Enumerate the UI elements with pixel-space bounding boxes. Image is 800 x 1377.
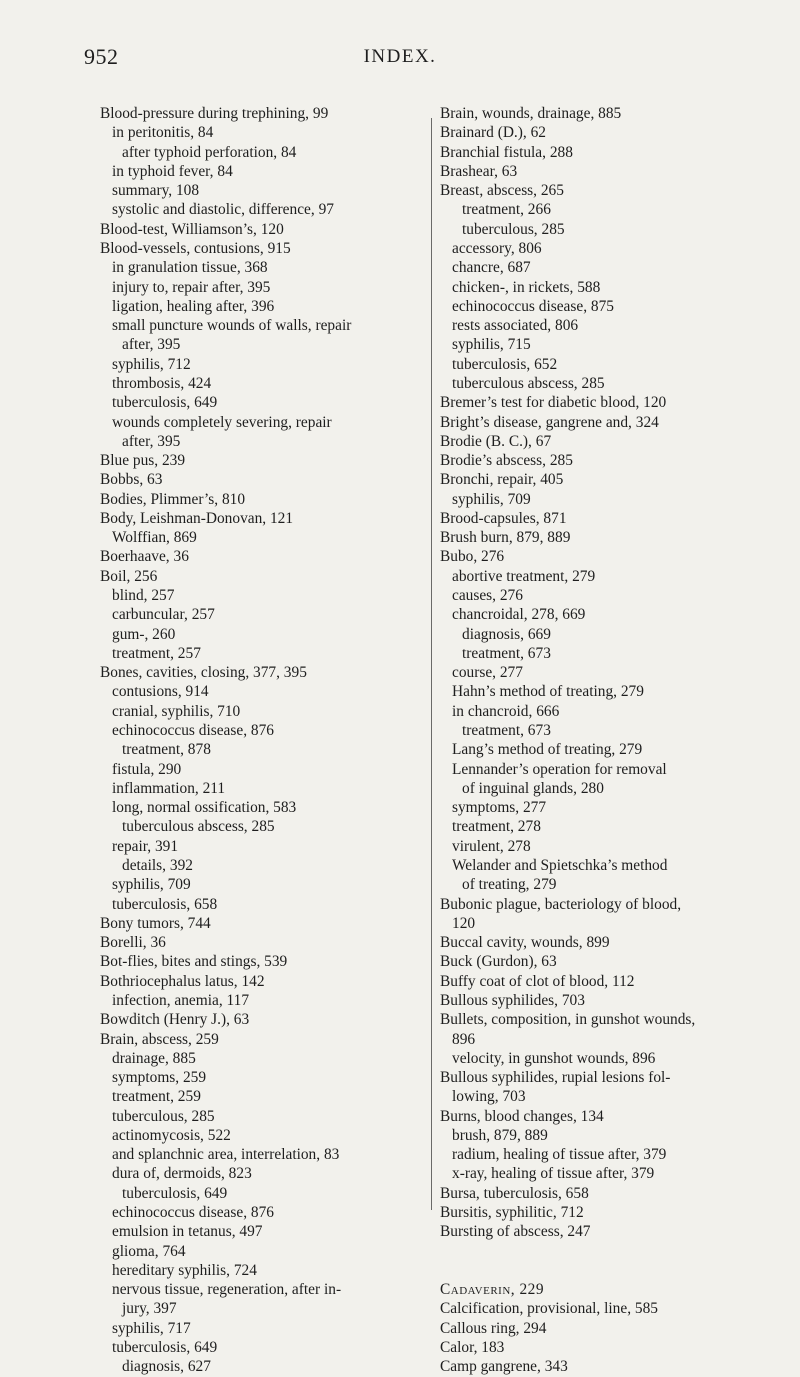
index-subentry: echinococcus disease, 876 bbox=[112, 1204, 274, 1222]
index-subentry: diagnosis, 669 bbox=[462, 625, 551, 643]
index-subentry: lowing, 703 bbox=[452, 1088, 526, 1106]
index-column-left bbox=[100, 104, 428, 1377]
index-entry: Camp gangrene, 343 bbox=[440, 1358, 568, 1376]
index-subentry: long, normal ossification, 583 bbox=[112, 799, 297, 817]
index-subentry: emulsion in tetanus, 497 bbox=[112, 1223, 263, 1241]
index-subentry: jury, 397 bbox=[122, 1300, 177, 1318]
index-subentry: syphilis, 709 bbox=[112, 876, 191, 894]
index-subentry: tuberculosis, 649 bbox=[112, 394, 218, 412]
index-entry: Boil, 256 bbox=[100, 567, 158, 585]
index-entry: Body, Leishman-Donovan, 121 bbox=[100, 509, 294, 527]
index-subentry: summary, 108 bbox=[112, 182, 200, 200]
index-entry: Brain, abscess, 259 bbox=[100, 1030, 219, 1048]
index-subentry: tuberculous abscess, 285 bbox=[122, 818, 275, 836]
index-subentry: Welander and Spietschka’s method bbox=[452, 856, 668, 874]
index-subentry: course, 277 bbox=[452, 664, 523, 682]
index-subentry: fistula, 290 bbox=[112, 760, 182, 778]
index-entry: Bremer’s test for diabetic blood, 120 bbox=[440, 394, 667, 412]
index-subentry: abortive treatment, 279 bbox=[452, 567, 596, 585]
index-subentry: symptoms, 259 bbox=[112, 1069, 207, 1087]
index-subentry: tuberculosis, 658 bbox=[112, 895, 218, 913]
index-entry: Bursa, tuberculosis, 658 bbox=[440, 1184, 589, 1202]
index-subentry: radium, healing of tissue after, 379 bbox=[452, 1146, 667, 1164]
index-subentry: tuberculosis, 649 bbox=[122, 1184, 228, 1202]
index-subentry: small puncture wounds of walls, repair bbox=[112, 317, 352, 335]
index-entry bbox=[440, 1261, 760, 1280]
index-entry: Brainard (D.), 62 bbox=[440, 124, 546, 142]
index-entry: Bobbs, 63 bbox=[100, 471, 163, 489]
index-subentry: rests associated, 806 bbox=[452, 317, 579, 335]
index-subentry: echinococcus disease, 876 bbox=[112, 722, 274, 739]
index-subentry: tuberculosis, 649 bbox=[112, 1339, 218, 1356]
index-subentry: treatment, 673 bbox=[462, 722, 551, 739]
index-entry: Bony tumors, 744 bbox=[100, 914, 211, 932]
index-entry: Bodies, Plimmer’s, 810 bbox=[100, 490, 246, 508]
index-entry: Bronchi, repair, 405 bbox=[440, 471, 564, 489]
index-subentry: tuberculosis, 652 bbox=[452, 355, 558, 373]
index-entry: Blood-test, Williamson’s, 120 bbox=[100, 220, 284, 238]
index-subentry: velocity, in gunshot wounds, 896 bbox=[452, 1049, 656, 1067]
index-subentry: syphilis, 712 bbox=[112, 355, 191, 373]
index-subentry: ligation, healing after, 396 bbox=[112, 297, 275, 315]
index-column-right bbox=[440, 104, 760, 1377]
index-subentry: causes, 276 bbox=[452, 587, 523, 605]
index-subentry: treatment, 257 bbox=[112, 644, 201, 662]
index-subentry: of inguinal glands, 280 bbox=[462, 779, 604, 797]
index-subentry: syphilis, 717 bbox=[112, 1319, 191, 1337]
index-entry: Brood-capsules, 871 bbox=[440, 509, 567, 527]
index-subentry: cranial, syphilis, 710 bbox=[112, 702, 241, 720]
index-entry: Cadaverin, 229 bbox=[440, 1281, 545, 1299]
index-entry: Bones, cavities, closing, 377, 395 bbox=[100, 664, 307, 682]
index-subentry: nervous tissue, regeneration, after in- bbox=[112, 1281, 342, 1299]
index-subentry: x-ray, healing of tissue after, 379 bbox=[452, 1165, 655, 1183]
index-subentry: thrombosis, 424 bbox=[112, 374, 212, 392]
index-entry: Bullous syphilides, rupial lesions fol- bbox=[440, 1069, 671, 1087]
column-divider bbox=[431, 118, 432, 1210]
index-subentry: virulent, 278 bbox=[452, 837, 531, 855]
index-subentry: of treating, 279 bbox=[462, 876, 557, 894]
index-subentry: after typhoid perforation, 84 bbox=[122, 143, 297, 161]
index-subentry: gum-, 260 bbox=[112, 625, 176, 643]
index-subentry: tuberculous, 285 bbox=[112, 1107, 215, 1125]
index-entry: Buck (Gurdon), 63 bbox=[440, 953, 557, 971]
index-subentry: details, 392 bbox=[122, 856, 193, 874]
index-subentry: symptoms, 277 bbox=[452, 799, 547, 817]
index-subentry: dura of, dermoids, 823 bbox=[112, 1165, 252, 1183]
index-subentry: in peritonitis, 84 bbox=[112, 124, 214, 142]
index-subentry: hereditary syphilis, 724 bbox=[112, 1261, 257, 1279]
index-entry: Blood-pressure during trephining, 99 bbox=[100, 105, 329, 122]
index-subentry: chancroidal, 278, 669 bbox=[452, 606, 586, 624]
index-entry: Bubo, 276 bbox=[440, 548, 505, 566]
index-subentry: injury to, repair after, 395 bbox=[112, 278, 271, 296]
index-entry: Bubonic plague, bacteriology of blood, bbox=[440, 895, 682, 913]
index-subentry: in typhoid fever, 84 bbox=[112, 162, 233, 180]
index-subentry: repair, 391 bbox=[112, 837, 179, 855]
page-number: 952 bbox=[84, 44, 119, 69]
index-entry: Blood-vessels, contusions, 915 bbox=[100, 239, 291, 257]
index-entry: Buccal cavity, wounds, 899 bbox=[440, 934, 610, 952]
index-subentry: blind, 257 bbox=[112, 587, 175, 605]
index-subentry: carbuncular, 257 bbox=[112, 606, 215, 624]
index-subentry: Lennander’s operation for removal bbox=[452, 760, 667, 778]
index-entry: Boerhaave, 36 bbox=[100, 548, 189, 566]
index-entry: Callous ring, 294 bbox=[440, 1319, 547, 1337]
index-subentry: Lang’s method of treating, 279 bbox=[452, 741, 643, 759]
index-subentry: treatment, 278 bbox=[452, 818, 541, 836]
index-entry: Calcification, provisional, line, 585 bbox=[440, 1300, 658, 1318]
index-subentry: glioma, 764 bbox=[112, 1242, 186, 1260]
index-subentry: diagnosis, 627 bbox=[122, 1358, 211, 1376]
index-subentry: after, 395 bbox=[122, 432, 181, 450]
index-entry: Breast, abscess, 265 bbox=[440, 182, 564, 200]
index-entry: Brain, wounds, drainage, 885 bbox=[440, 105, 622, 122]
index-entry: Bothriocephalus latus, 142 bbox=[100, 972, 265, 990]
index-entry: Brodie (B. C.), 67 bbox=[440, 432, 552, 450]
index-entry: Bright’s disease, gangrene and, 324 bbox=[440, 413, 659, 431]
index-entry: Brashear, 63 bbox=[440, 162, 518, 180]
index-subentry: in granulation tissue, 368 bbox=[112, 259, 268, 277]
index-entry: Brodie’s abscess, 285 bbox=[440, 452, 573, 470]
index-entry: Calor, 183 bbox=[440, 1338, 505, 1356]
running-head: INDEX. bbox=[363, 46, 437, 67]
index-entry bbox=[440, 1242, 760, 1261]
index-entry: Bullous syphilides, 703 bbox=[440, 991, 585, 1009]
index-entry: Bullets, composition, in gunshot wounds, bbox=[440, 1011, 696, 1029]
index-subentry: echinococcus disease, 875 bbox=[452, 297, 614, 315]
index-subentry: 896 bbox=[452, 1030, 476, 1048]
index-subentry: infection, anemia, 117 bbox=[112, 991, 250, 1009]
index-subentry: contusions, 914 bbox=[112, 683, 209, 701]
index-subentry: syphilis, 709 bbox=[452, 490, 531, 508]
index-subentry: actinomycosis, 522 bbox=[112, 1126, 231, 1144]
index-subentry: Wolffian, 869 bbox=[112, 529, 197, 547]
index-subentry: after, 395 bbox=[122, 336, 181, 354]
index-subentry: syphilis, 715 bbox=[452, 336, 531, 354]
index-subentry: treatment, 878 bbox=[122, 741, 211, 759]
index-subentry: Hahn’s method of treating, 279 bbox=[452, 683, 644, 701]
index-subentry: wounds completely severing, repair bbox=[112, 413, 332, 431]
index-subentry: in chancroid, 666 bbox=[452, 702, 560, 720]
index-subentry: treatment, 259 bbox=[112, 1088, 201, 1106]
index-entry: Bowditch (Henry J.), 63 bbox=[100, 1011, 250, 1029]
index-entry: Buffy coat of clot of blood, 112 bbox=[440, 972, 635, 990]
index-entry: Burns, blood changes, 134 bbox=[440, 1107, 604, 1125]
index-subentry: drainage, 885 bbox=[112, 1049, 196, 1067]
index-entry: Borelli, 36 bbox=[100, 934, 166, 952]
index-subentry: inflammation, 211 bbox=[112, 779, 226, 797]
index-subentry: 120 bbox=[452, 914, 476, 932]
index-entry: Bursting of abscess, 247 bbox=[440, 1223, 591, 1241]
index-entry: Blue pus, 239 bbox=[100, 452, 186, 470]
index-subentry: tuberculous, 285 bbox=[462, 220, 565, 238]
index-subentry: chicken-, in rickets, 588 bbox=[452, 278, 601, 296]
index-entry: Bursitis, syphilitic, 712 bbox=[440, 1204, 584, 1222]
index-subentry: treatment, 266 bbox=[462, 201, 551, 219]
index-entry: Branchial fistula, 288 bbox=[440, 143, 573, 161]
index-subentry: accessory, 806 bbox=[452, 239, 542, 257]
index-subentry: chancre, 687 bbox=[452, 259, 531, 277]
index-entry: Bot-flies, bites and stings, 539 bbox=[100, 953, 288, 971]
index-subentry: and splanchnic area, interrelation, 83 bbox=[112, 1146, 340, 1164]
index-subentry: brush, 879, 889 bbox=[452, 1126, 548, 1144]
index-entry: Brush burn, 879, 889 bbox=[440, 529, 571, 547]
index-subentry: treatment, 673 bbox=[462, 644, 551, 662]
index-subentry: tuberculous abscess, 285 bbox=[452, 374, 605, 392]
index-subentry: systolic and diastolic, difference, 97 bbox=[112, 201, 334, 219]
